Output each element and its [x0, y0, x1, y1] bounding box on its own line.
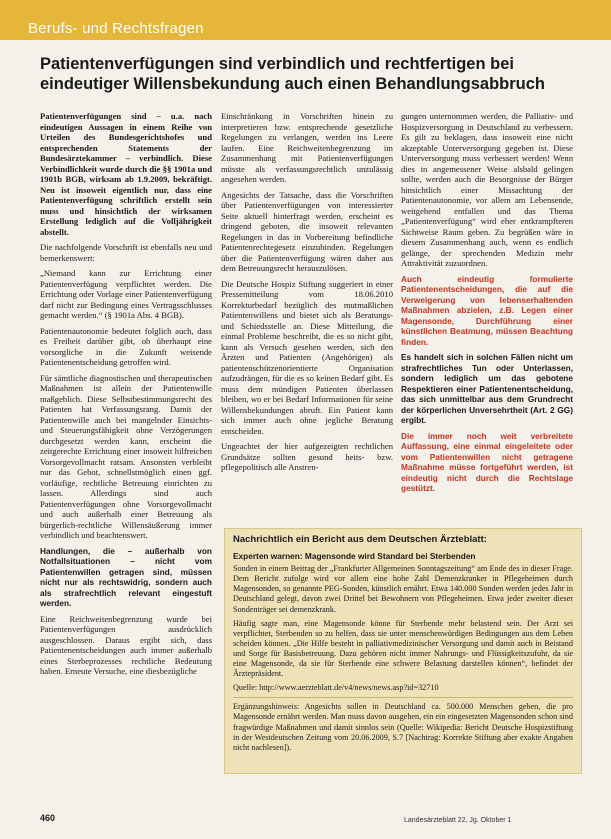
- paragraph: Patientenautonomie bedeutet folglich auch, dass es Freiheit darüber gibt, ob überhaupt eine vorsorgliche in die Zukunft weisende Patientenentscheidung getroffen wird.: [40, 325, 212, 367]
- news-box-subtitle: Experten warnen: Magensonde wird Standard bei Sterbenden: [233, 551, 476, 562]
- paragraph: Die nachfolgende Vorschrift ist ebenfalls neu und bemerkenswert:: [40, 242, 212, 263]
- section-title: Berufs- und Rechtsfragen: [28, 20, 204, 37]
- paragraph: Eine Reichweitenbegrenzung wurde bei Patientenverfügungen ausdrücklich ausgeschlossen. Daraus ergibt sich, dass Patientenentscheidungen auch immer außerhalb eines Sterbeprozesses rechtliche Bedeutung haben. Erneute Versuche, eine diesbezügliche: [40, 613, 212, 676]
- bold-paragraph: Handlungen, die – außerhalb von Notfallsituationen – nicht vom Patientenwillen getragen sind, müssen nicht nur als rechtswidrig, sondern auch als strafrechtlich relevant eingestuft werden.: [40, 545, 212, 608]
- paragraph: Einschränkung in Vorschriften hinein zu interpretieren bzw. entsprechende gesetzliche Regelungen zu verlangen, werden ins Leere laufen. Eine Reichweitenbegrenzung im Zusammenhang mit Patientenverfügungen müsste als verfassungsrechtlich unzulässig angesehen werden.: [221, 111, 393, 184]
- page-number: 460: [40, 813, 56, 823]
- news-box-title: Nachrichtlich ein Bericht aus dem Deutschen Ärzteblatt:: [233, 534, 487, 545]
- news-report-box: [224, 528, 582, 774]
- news-footnote: Ergänzungshinweis: Angesichts sollen in Deutschland ca. 500.000 Menschen geben, die pro Magensonde ernährt werden. Man muss davon ausgehen, ein ein eingesetzten Magensonden schon sind fragwürdige Maßnahmen und damit sinnlos sein (Quelle: Wikipedia: Bericht Deutsche Hospizstiftung in der Westdeutschen Zeitung vom 20.06.2009, S.7 [Nachtrag: Korrekte Stiftung aber exakte Angaben nicht nachlesen]).: [233, 702, 573, 752]
- paragraph: Ungeachtet der hier aufgezeigten rechtlichen Grundsätze sollten gesund heits- bzw. pflegepolitisch alle Anstren-: [221, 441, 393, 472]
- paragraph: Für sämtliche diagnostischen und therapeutischen Maßnahmen ist allein der Patientenwille maßgeblich. Diese Selbstbestimmungsrecht des Patienten hat Verfassungsrang. Damit der Patientenwille auch bei mangelnder Einsichts- und Steuerungsfähigkeit ohne Verzögerungen durchgesetzt werden kann, erscheint die zeitgerechte Errichtung einer insoweit hilfreichen Vorsorgevollmacht ratsam. Ansonsten verbleibt nur das Gebot, schnellstmöglich einen ggf. vorläufige, rechtliche Betreuung einrichten zu lassen. Allerdings sind auch Patientenverfügungen ohne Vorsorgevollmacht und auch außerhalb einer Betreuung als bürgerlich-rechtliche Willensäußerung immer verbindlich und beachtenswert.: [40, 372, 212, 540]
- journal-reference: Landesärzteblatt 22, Jg. Oktober 1: [404, 817, 512, 824]
- divider: [233, 697, 573, 698]
- highlight-paragraph: Die immer noch weit verbreitete Auffassung, eine einmal eingeleitete oder vom Patientenwillen nicht getragene Maßnahme müsse fortgeführt werden, ist eindeutig nicht durch die Rechtslage gestützt.: [401, 430, 573, 493]
- article-column-2: [221, 111, 393, 511]
- article-column-1: [40, 111, 212, 811]
- paragraph: gungen unternommen werden, die Palliativ- und Hospizversorgung in Deutschland zu verbessern. Es gilt zu beklagen, dass insoweit eine nicht akzeptable Unterversorgung gegeben ist. Diese Unterversorgung muss verbessert werden! Wenn dies in angemessener Weise alsbald gelingen sollte, werden auch die Besorgnisse der Bürger hinsichtlich einer Missachtung der Patientenautonomie, vor allem am Lebensende, weitgehend entfallen und das Thema „Patientenverfügung“ wird eher entkrampfteren Sichtweise Raum geben. Zu begrüßen wäre in diesem Zusammenhang auch, wenn es endlich gelänge, der sprechenden Medizin mehr Attraktivität zuzuordnen.: [401, 111, 573, 268]
- quote-paragraph: „Niemand kann zur Errichtung einer Patientenverfügung verpflichtet werden. Die Errichtung oder Vorlage einer Patientenverfügung darf nicht zur Bedingung eines Vertragsschlusses gemacht werden.“ (§ 1901a Abs. 4 BGB).: [40, 268, 212, 320]
- news-paragraph: Häufig sagte man, eine Magensonde könne für Sterbende mehr belastend sein. Der Arzt sei verpflichtet, Sterbenden so zu helfen, dass sie unter menschenwürdigen Bedingungen aus dem Leben scheiden können. „Die Hilfe besteht in palliativmedizinischer Versorgung und damit auch in Beistand und Sorge für Basisbetreuung. Dazu gehören nicht immer Nahrungs- und Flüssigkeitszufuhr, da sie eine Magensonde, da sie für Sterbende eine schwere Belastung darstellen können“, befindet der Ärztepräsident.: [233, 618, 573, 679]
- news-source-link[interactable]: Quelle: http://www.aerzteblatt.de/v4/news/news.asp?id=32710: [233, 683, 439, 693]
- article-column-3: [401, 111, 573, 521]
- news-paragraph: Sonden in einem Beitrag der „Frankfurter Allgemeinen Sonntagszeitung“ am Ende des in dieser Frage. Dem Bericht zufolge wird vor allem eine hohe Zahl Demenzkranker in Pflegeheimen durch Magensonden, so genannte PEG-Sonden, künstlich ernährt. Etwa 140.000 Sonden werden jedes Jahr in Deutschland gelegt, davon zwei Drittel bei Bewohnern von Pflegeheimen. Etwa jeder zweiter dieser Sondenträger sei demenzkrank.: [233, 564, 573, 614]
- bold-paragraph: Es handelt sich in solchen Fällen nicht um strafrechtliches Tun oder Unterlassen, sondern lediglich um das gebotene Respektieren einer Patientenentscheidung, das sich unmittelbar aus dem Grundrecht der körperlichen Unversehrtheit (Art. 2 GG) ergibt.: [401, 352, 573, 425]
- article-headline: Patientenverfügungen sind verbindlich und rechtfertigen bei eindeutiger Willensbekundung auch einen Behandlungsabbruch: [40, 55, 545, 93]
- paragraph: Die Deutsche Hospiz Stiftung suggeriert in einer Pressemitteilung vom 18.06.2010 Korrekturbedarf bezüglich des mutmaßlichen Patientenwillens und bietet sich als Beratungs- und Schiedsstelle an. Diese Mitteilung, die einmal Probleme beschreibt, die es so nicht gibt, kann als Versuch gesehen werden, sich den Ärzten und Patienten (Angehörigen) als patientenschützenorientierte Organisation aufzudrängen, für die es so keinen Bedarf gibt. Es muss dem mündigen Patienten überlassen bleiben, wo er bei Bedarf Informationen für seine Willensbekundungen abruft. Ein Patient kann sich immer auch ohne jegliche Beratung entscheiden.: [221, 278, 393, 436]
- highlight-paragraph: Auch eindeutig formulierte Patientenentscheidungen, die auf die Verweigerung von lebenserhaltenden Maßnahmen abzielen, z.B. Legen einer Magensonde, Durchführung einer künstlichen Beatmung, müssen Beachtung finden.: [401, 273, 573, 347]
- paragraph: Angesichts der Tatsache, dass die Vorschriften über Patientenverfügungen von interessierter Seite aktuell hinterfragt werden, erscheint es dringend geboten, die insoweit relevanten Regelungen in das in Vorbereitung befindliche Patientenrechtegesetz einzubinden. Regelungen über die Patientenverfügung wären daher aus dem Betreuungsrecht herauszulösen.: [221, 189, 393, 273]
- paragraph: Patientenverfügungen sind – u.a. nach eindeutigen Aussagen in einem Reihe von Urteilen des Bundesgerichtshofes und entsprechenden Statements der Bundesärztekammer – verbindlich. Diese Verbindlichkeit wurde durch die §§ 1901a und 1901b BGB, wirksam ab 1.9.2009, bekräftigt. Neu ist insoweit eigentlich nur, dass eine Patientenverfügung schriftlich erstellt sein muss und hinsichtlich der wirksamen Erstellung lediglich auf die Volljährigkeit abstellt.: [40, 111, 212, 237]
